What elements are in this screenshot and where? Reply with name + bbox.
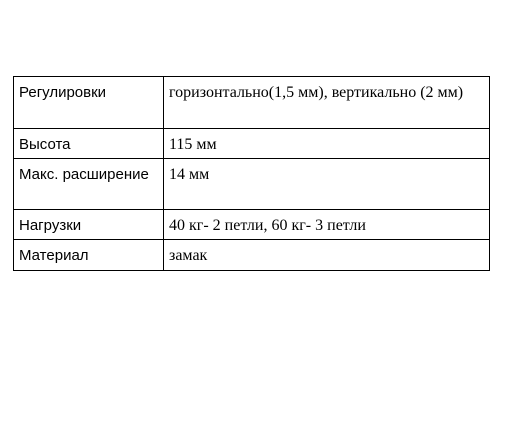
- table-row: [14, 129, 490, 159]
- table-row: [14, 240, 490, 271]
- row-value: 40 кг- 2 петли, 60 кг- 3 петли: [164, 210, 490, 240]
- specifications-table: [13, 76, 490, 271]
- row-value: замак: [164, 240, 490, 271]
- row-value: горизонтально(1,5 мм), вертикально (2 мм): [164, 77, 490, 129]
- row-label: Высота: [14, 129, 164, 159]
- table-row: [14, 159, 490, 210]
- row-label: Нагрузки: [14, 210, 164, 240]
- row-value: 115 мм: [164, 129, 490, 159]
- row-value: 14 мм: [164, 159, 490, 210]
- row-label: Регулировки: [14, 77, 164, 129]
- table-row: [14, 210, 490, 240]
- row-label: Макс. расширение: [14, 159, 164, 210]
- row-label: Материал: [14, 240, 164, 271]
- table-row: [14, 77, 490, 129]
